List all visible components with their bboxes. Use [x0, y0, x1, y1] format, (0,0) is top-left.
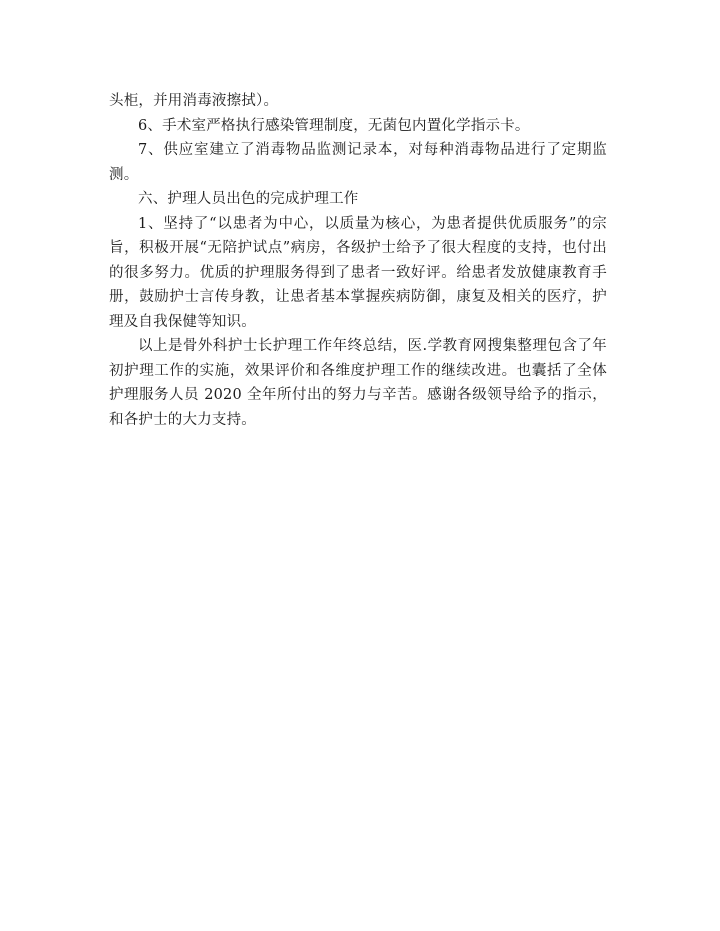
paragraph-item-1: 1、坚持了“以患者为中心，以质量为核心，为患者提供优质服务”的宗旨，积极开展“无陪护试点”病房，各级护士给予了很大程度的支持，也付出的很多努力。优质的护理服务得到了患者一致好评。给患者发放健康教育手册，鼓励护士言传身教，让患者基本掌握疾病防御，康复及相关的医疗，护理及自我保健等知识。 — [109, 215, 607, 330]
paragraph-continuation: 头柜，并用消毒液擦拭）。 — [109, 93, 279, 109]
section-heading-six: 六、护理人员出色的完成护理工作 — [138, 191, 359, 207]
paragraph-conclusion: 以上是骨外科护士长护理工作年终总结，医.学教育网搜集整理包含了年初护理工作的实施，效果评价和各维度护理工作的继续改进。也囊括了全体护理服务人员 2020 全年所付出的努力与辛苦。感谢各级领导给予的指示，和各护士的大力支持。 — [109, 338, 607, 428]
document-body — [109, 89, 607, 432]
paragraph-item-7: 7、供应室建立了消毒物品监测记录本，对每种消毒物品进行了定期监测。 — [109, 142, 607, 183]
paragraph-item-6: 6、手术室严格执行感染管理制度，无菌包内置化学指示卡。 — [138, 117, 530, 134]
